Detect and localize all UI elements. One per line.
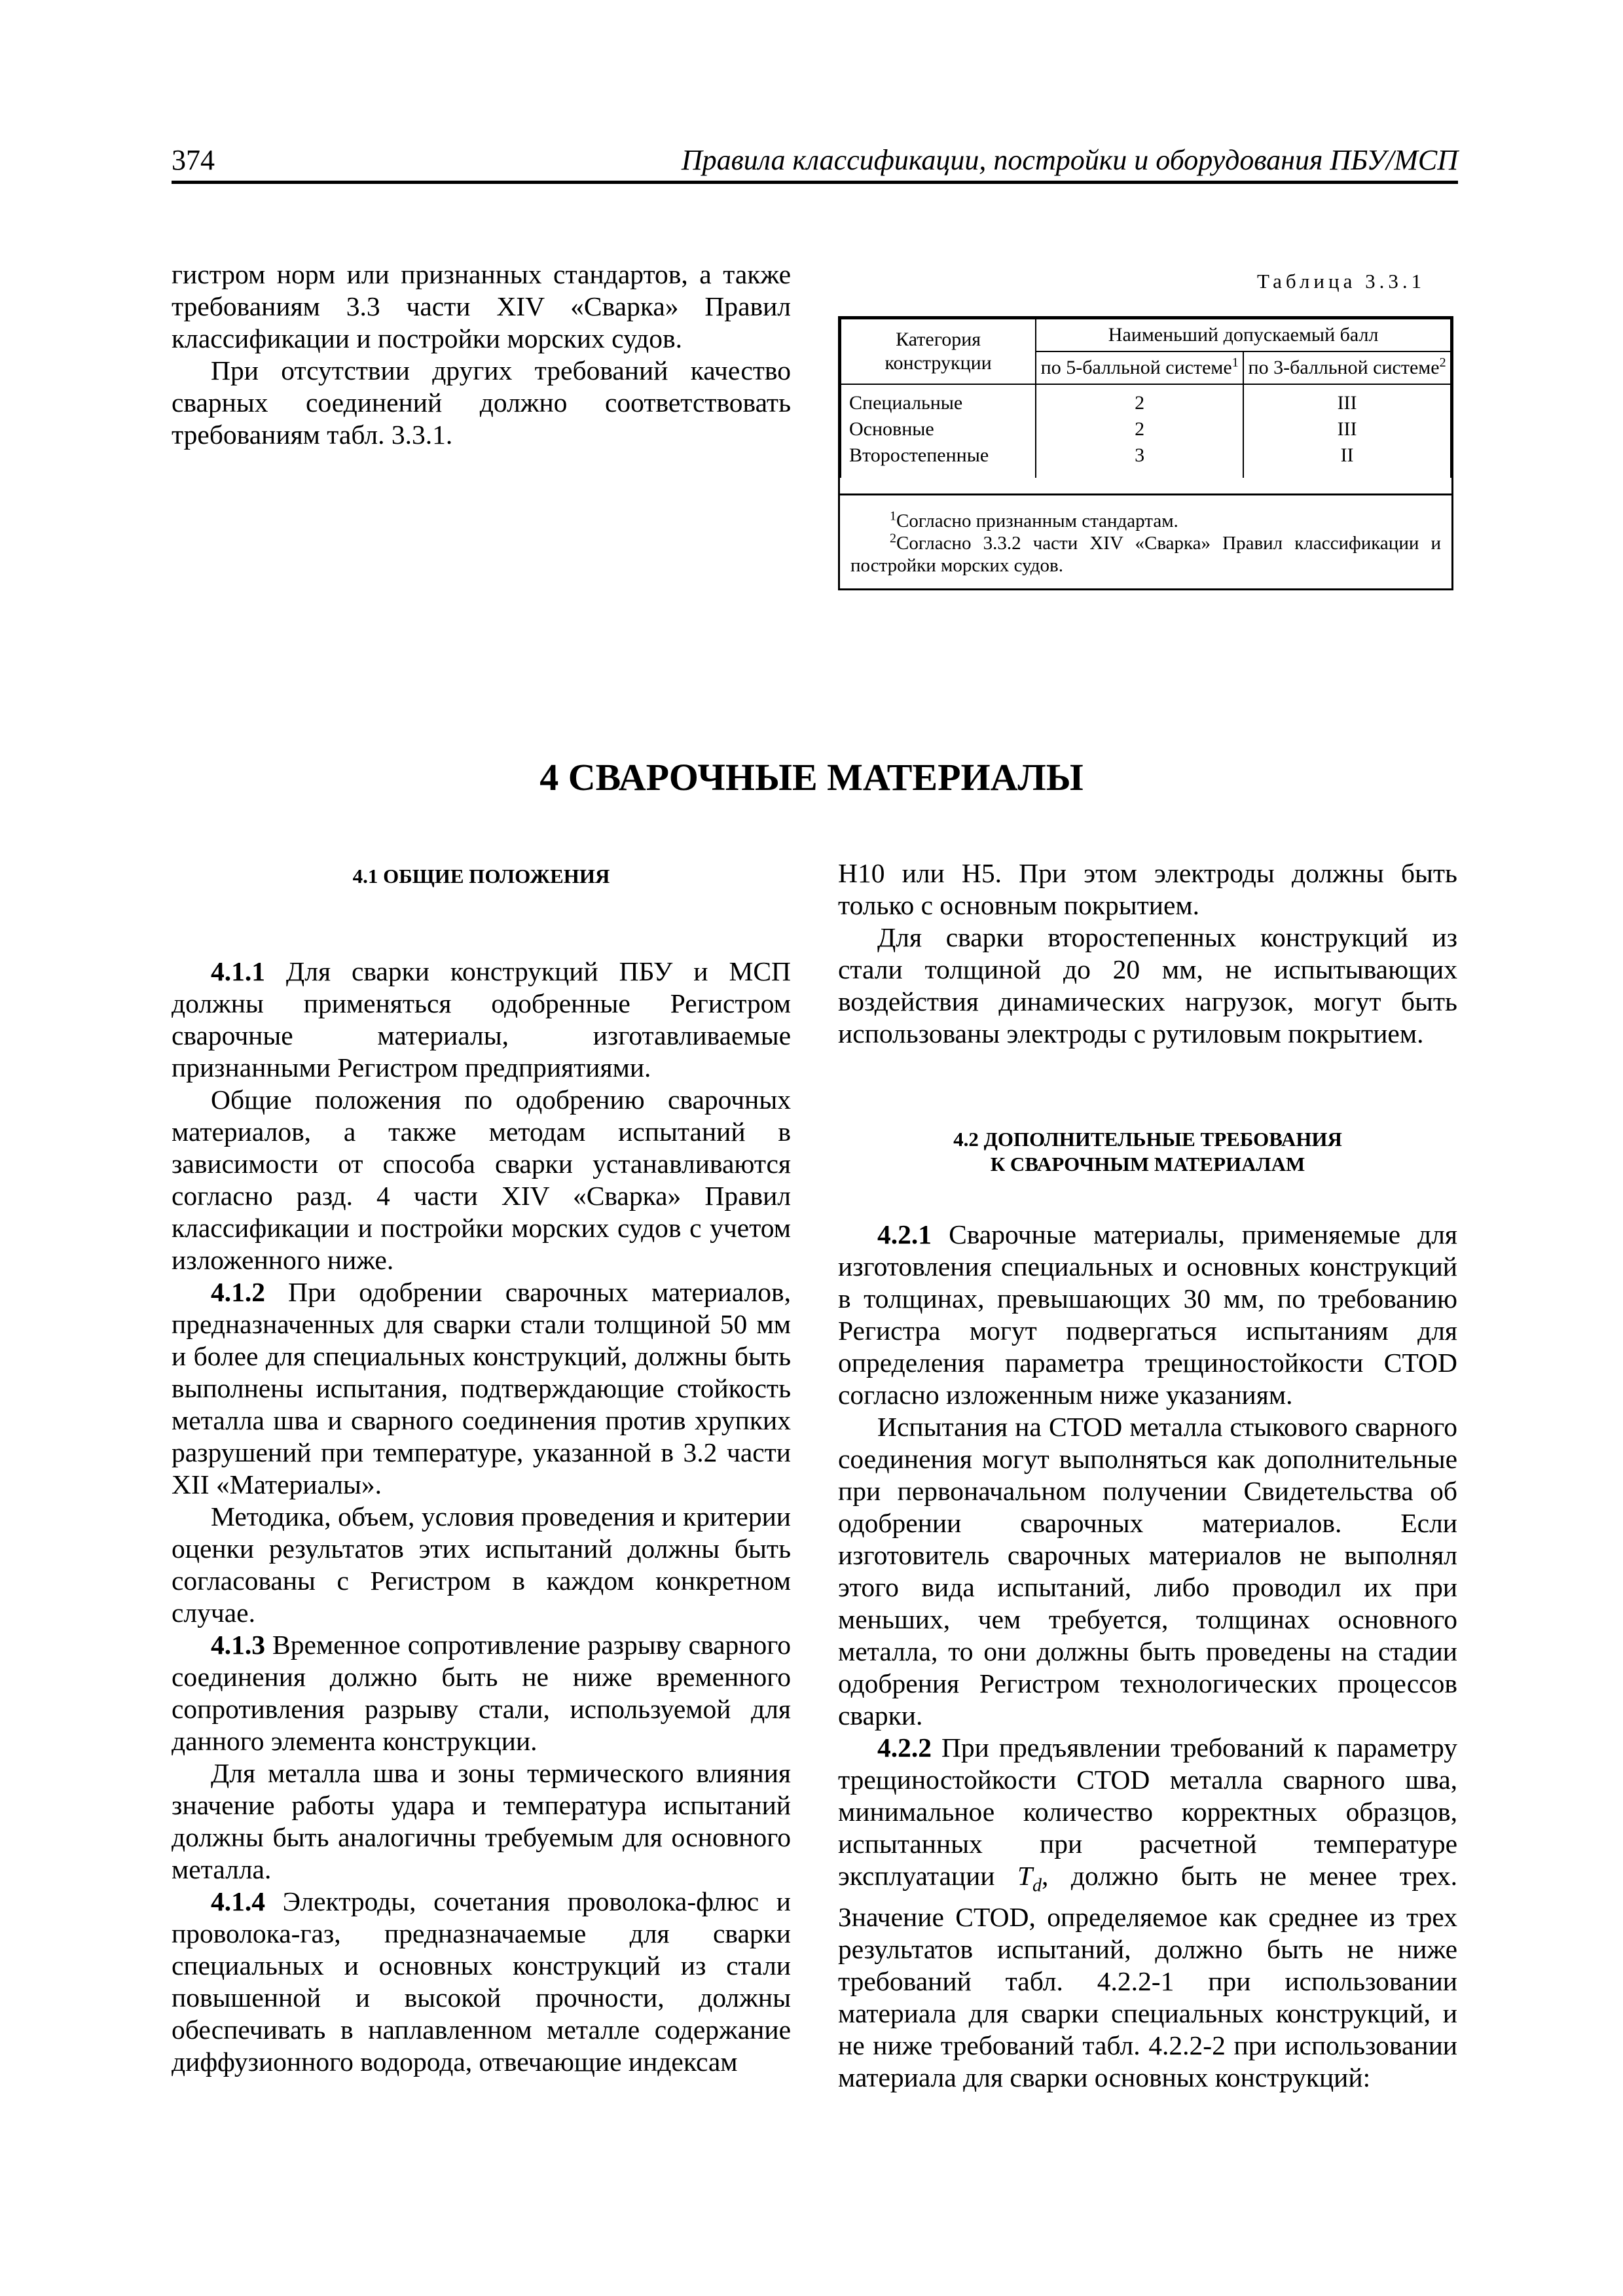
footnote-marker: 1 (1231, 355, 1239, 370)
cell-5-point: 2 (1036, 384, 1243, 416)
paragraph: Н10 или Н5. При этом электроды должны быть только с основным покрытием. (838, 858, 1457, 920)
cell-category: Основные (841, 416, 1036, 442)
cell-category: Специальные (841, 384, 1036, 416)
table-row (841, 442, 1451, 478)
top-left-text (172, 259, 791, 451)
paragraph-4-1-3: 4.1.3 Временное сопротивление разрыву сварного соединения должно быть не ниже временного сопротивления разрыву стали, используемой для данного элемента конструкции. (172, 1630, 791, 1756)
paragraph: При отсутствии других требований качество сварных соединений должно соответствовать требованиям табл. 3.3.1. (172, 355, 791, 450)
table-row (841, 384, 1451, 416)
paragraph: Для металла шва и зоны термического влияния значение работы удара и температура испытаний должны быть аналогичны требуемым для основного металла. (172, 1758, 791, 1884)
paragraph: Для сварки второстепенных конструкций из стали толщиной до 20 мм, не испытывающих воздействия динамических нагрузок, могут быть использованы электроды с рутиловым покрытием. (838, 922, 1457, 1049)
header-5-point: по 5-балльной системе$^1$ (1036, 351, 1243, 384)
paragraph-4-1-1: 4.1.1 Для сварки конструкций ПБУ и МСП должны применяться одобренные Регистром сварочные материалы, изготавливаемые признанными Регистром предприятиями. (172, 956, 791, 1083)
paragraph: гистром норм или признанных стандартов, а также требованиям 3.3 части XIV «Сварка» Правил классификации и постройки морских судов. (172, 259, 791, 353)
cell-3-point: III (1243, 416, 1451, 442)
header-rule (172, 181, 1458, 184)
table-caption: Таблица 3.3.1 (1257, 270, 1426, 293)
paragraph: Общие положения по одобрению сварочных материалов, а также методам испытаний в зависимости от способа сварки устанавливаются согласно разд. 4 части XIV «Сварка» Правил классификации и постройки морских судов с учетом изложенного ниже. (172, 1085, 791, 1275)
grades-table (840, 318, 1451, 478)
section-title: 4 СВАРОЧНЫЕ МАТЕРИАЛЫ (539, 756, 1084, 798)
cell-5-point: 2 (1036, 416, 1243, 442)
table-header-row (841, 319, 1451, 351)
subsection-heading: 4.1 ОБЩИЕ ПОЛОЖЕНИЯ (352, 865, 610, 888)
table-3-3-1 (838, 316, 1453, 590)
table-row (841, 416, 1451, 442)
right-column (838, 857, 1457, 2094)
header-group: Наименьший допускаемый балл (1036, 319, 1451, 351)
paragraph-4-2-2: 4.2.2 При предъявлении требований к параметру трещиностойкости CTOD металла сварного шва, минимальное количество корректных образцов, испытанных при расчетной температуре эксплуатации $T_d$, должно быть не менее трех. Значение CTOD, определяемое как среднее из трех результатов испытаний, должно быть не ниже требований табл. 4.2.2-1 при использовании материала для сварки специальных конструкций, и не ниже требований табл. 4.2.2-2 при использовании материала для сварки основных конструкций: (838, 1732, 1457, 2093)
cell-3-point: III (1243, 384, 1451, 416)
page-number: 374 (172, 144, 215, 176)
paragraph: Методика, объем, условия проведения и критерии оценки результатов этих испытаний должны быть согласованы с Регистром в каждом конкретном случае. (172, 1501, 791, 1628)
header-category: Категория конструкции (841, 319, 1036, 384)
table-notes (840, 493, 1451, 588)
paragraph-4-1-4: 4.1.4 Электроды, сочетания проволока-флюс и проволока-газ, предназначаемые для сварки специальных и основных конструкций из стали повышенной и высокой прочности, должны обеспечивать в наплавленном металле содержание диффузионного водорода, отвечающие индексам (172, 1886, 791, 2077)
table-note: $^2$Согласно 3.3.2 части XIV «Сварка» Правил классификации и постройки морских судов. (850, 531, 1441, 576)
left-column (172, 864, 791, 2078)
paragraph: Испытания на CTOD металла стыкового сварного соединения могут выполняться как дополнительные при первоначальном получении Свидетельства об одобрении сварочных материалов. Если изготовитель сварочных материалов не выполнял этого вида испытаний, либо проводил их при меньших, чем требуется, толщинах основного металла, то они должны быть проведены на стадии одобрения Регистром технологических процессов сварки. (838, 1412, 1457, 1731)
cell-category: Второстепенные (841, 442, 1036, 478)
footnote-marker: 2 (1439, 355, 1446, 370)
table-note: $^1$Согласно признанным стандартам. (890, 509, 1178, 531)
cell-3-point: II (1243, 442, 1451, 478)
header-3-point: по 3-балльной системе$^2$ (1243, 351, 1451, 384)
running-title: Правила классификации, постройки и оборудования ПБУ/МСП (681, 144, 1458, 176)
cell-5-point: 3 (1036, 442, 1243, 478)
subsection-heading: 4.2 ДОПОЛНИТЕЛЬНЫЕ ТРЕБОВАНИЯ К СВАРОЧНЫМ МАТЕРИАЛАМ (953, 1128, 1342, 1175)
paragraph-4-2-1: 4.2.1 Сварочные материалы, применяемые для изготовления специальных и основных конструкций в толщинах, превышающих 30 мм, по требованию Регистра могут подвергаться испытаниям для определения параметра трещиностойкости CTOD согласно изложенным ниже указаниям. (838, 1219, 1457, 1410)
paragraph-4-1-2: 4.1.2 При одобрении сварочных материалов, предназначенных для сварки стали толщиной 50 мм и более для специальных конструкций, должны быть выполнены испытания, подтверждающие стойкость металла шва и сварного соединения против хрупких разрушений при температуре, указанной в 3.2 части XII «Материалы». (172, 1277, 791, 1499)
